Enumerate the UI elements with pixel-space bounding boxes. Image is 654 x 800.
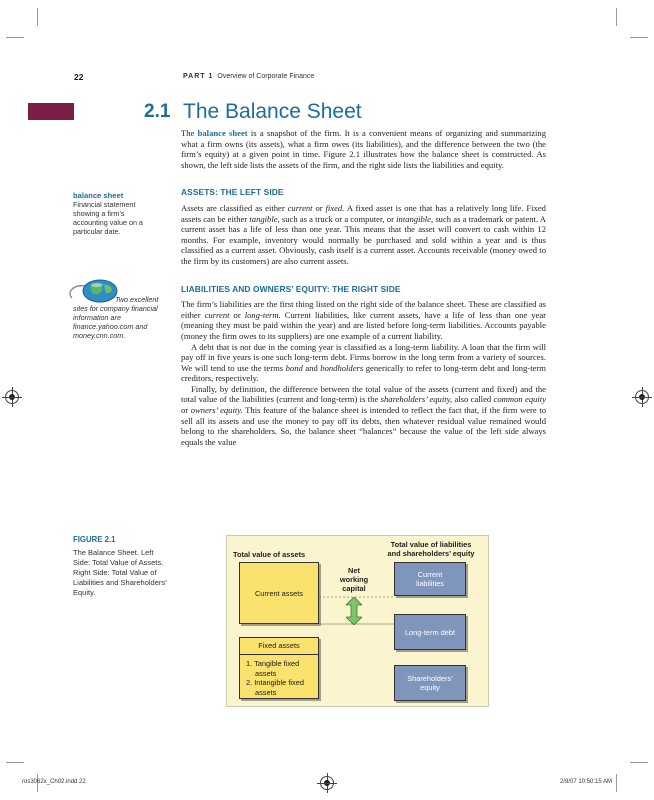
balance-sheet-diagram <box>226 535 489 707</box>
crop-mark <box>630 762 648 763</box>
fixed-assets-item: 1. Tangible fixed assets <box>246 659 300 678</box>
heading-liabilities: LIABILITIES AND OWNERS’ EQUITY: THE RIGHT SIDE <box>181 283 401 294</box>
right-header: Total value of liabilities and shareholders’ equity <box>387 540 475 558</box>
fixed-assets-box <box>239 637 319 699</box>
crop-mark <box>37 8 38 26</box>
crop-mark <box>630 37 648 38</box>
left-header: Total value of assets <box>233 550 306 559</box>
heading-assets: ASSETS: THE LEFT SIDE <box>181 187 284 198</box>
section-number: 2.1 <box>144 101 171 122</box>
shareholders-equity-box: Shareholders’ equity <box>394 665 466 701</box>
body-column <box>181 128 546 447</box>
long-term-debt-paragraph: A debt that is not due in the coming year is classified as a long-term liability. A loan that the firm will pay off in five years is one such long-term debt. Firms borrow in the long term from a variety of sources. We will tend to use the terms bond and bondholders generically to refer to long-term debt and long-term creditors, respectively. <box>181 341 546 384</box>
net-working-capital-label: Net working capital <box>339 566 369 593</box>
section-title: The Balance Sheet <box>183 100 362 123</box>
section-color-bar <box>28 103 74 120</box>
margin-term: balance sheet <box>73 191 124 200</box>
running-head-part: PART 1 <box>183 73 214 80</box>
figure-label: FIGURE 2.1 <box>73 535 116 544</box>
assets-paragraph: Assets are classified as either current or fixed. A fixed asset is one that has a relatively long life. Fixed assets can be either tangible, such as a truck or a computer, or intangible, such as a trademark or patent. A current asset has a life of less than one year. This means that the asset will convert to cash within 12 months. For example, inventory would normally be purchased and sold within a year and is thus classified as a current asset. Obviously, cash itself is a current asset. Accounts receivable (money owed to the firm by its customers) are also current assets. <box>181 202 547 266</box>
equity-paragraph: Finally, by definition, the difference between the total value of the assets (current and fixed) and the total value of the liabilities (current and long-term) is the shareholders’ equity, also called common equity or owners’ equity. This feature of the balance sheet is intended to reflect the fact that, if the firm were to sell all its assets and use the money to pay off its debts, then whatever residual value remained would belong to the shareholders. So, the balance sheet “balances” because the value of the left side always equals the value <box>181 383 547 447</box>
web-note: Two excellent sites for company financial information are finance.yahoo.com and money.cnn.com. <box>73 295 159 340</box>
current-assets-box: Current assets <box>239 562 319 624</box>
fixed-assets-item: 2. Intangible fixed assets <box>246 678 304 697</box>
crop-mark <box>6 37 24 38</box>
intro-paragraph: The balance sheet is a snapshot of the firm. It is a convenient means of organizing and summarizing what a firm owns (its assets), what a firm owes (its liabilities), and the difference between the two (the firm’s equity) at a given point in time. Figure 2.1 illustrates how the balance sheet is constructed. As shown, the left side lists the assets of the firm, and the right side lists the liabilities and equity. <box>181 128 546 170</box>
figure-caption: The Balance Sheet. Left Side: Total Value of Assets. Right Side: Total Value of Liabilities and Shareholders’ Equity. <box>73 548 167 597</box>
fixed-assets-list <box>240 655 318 697</box>
page-number: 22 <box>74 72 84 82</box>
key-term-balance-sheet: balance sheet <box>197 128 248 138</box>
registration-mark-icon <box>635 390 649 404</box>
bracket-lines <box>319 596 395 626</box>
registration-mark-icon <box>320 776 334 790</box>
margin-definition <box>73 191 157 236</box>
long-term-debt-box: Long-term debt <box>394 614 466 650</box>
crop-mark <box>616 8 617 26</box>
footer-timestamp: 2/9/07 10:50:15 AM <box>560 779 613 785</box>
crop-mark <box>6 762 24 763</box>
margin-definition-text: Financial statement showing a firm’s accounting value on a particular date. <box>73 200 143 236</box>
crop-mark <box>616 774 617 792</box>
registration-mark-icon <box>5 390 19 404</box>
current-liabilities-box: Current liabilities <box>394 562 466 596</box>
liabilities-paragraph: The firm’s liabilities are the first thing listed on the right side of the balance sheet. These are classified as either current or long-term. Current liabilities, like current assets, have a life of less than one year (meaning they must be paid within the year) and are listed before long-term liabilities. Accounts payable (money the firm owes to its suppliers) are one example of a current liability. <box>181 299 546 341</box>
running-head <box>183 73 314 80</box>
fixed-assets-heading: Fixed assets <box>240 638 318 655</box>
running-head-title: Overview of Corporate Finance <box>217 73 315 80</box>
footer-file: ros3062x_Ch02.indd 22 <box>22 779 86 785</box>
